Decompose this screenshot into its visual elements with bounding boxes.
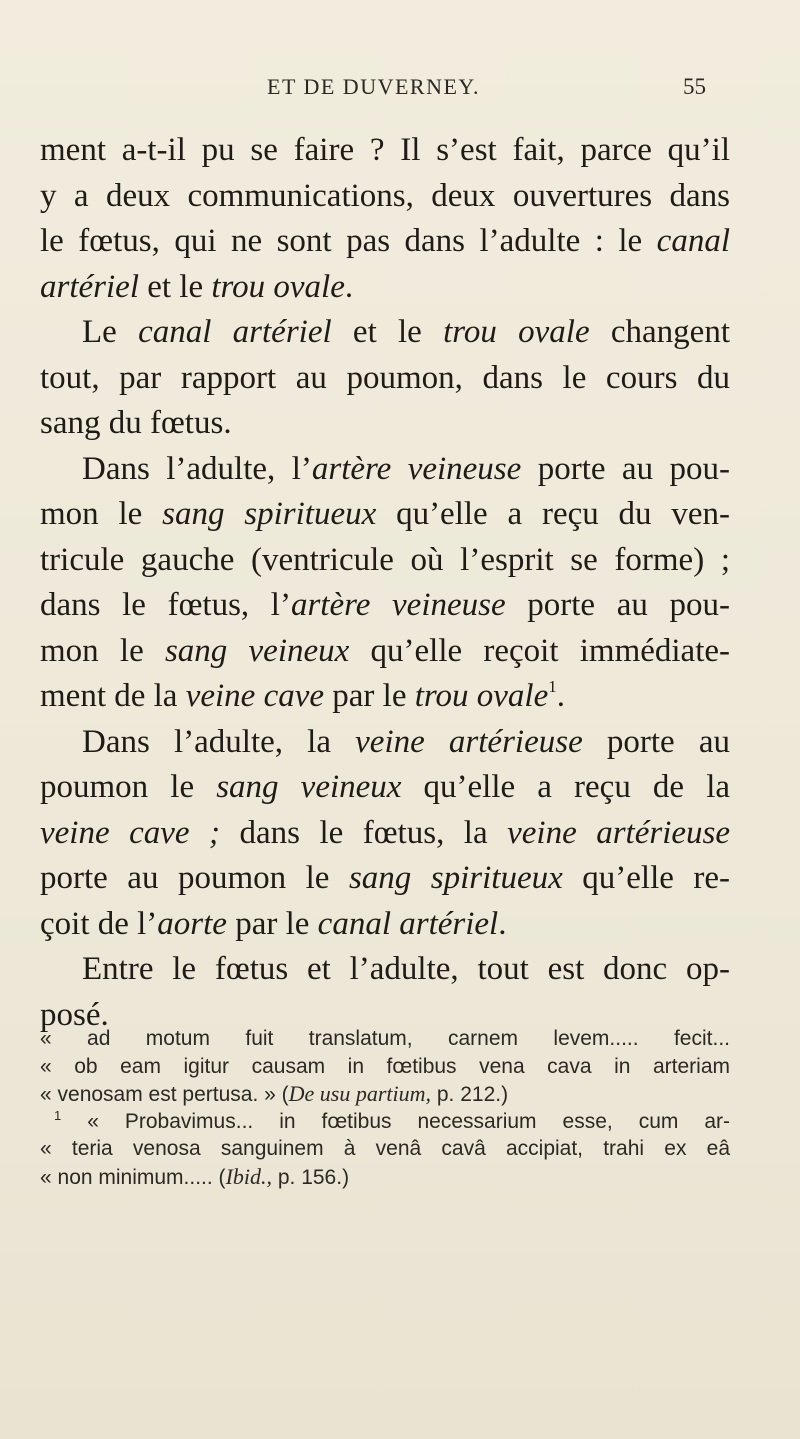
text-line: veine cave ; dans le fœtus, la veine artérieuse bbox=[40, 814, 731, 851]
footnote-ref: 1 bbox=[548, 677, 557, 696]
text-line: tricule gauche (ventricule où l’esprit se forme) ; bbox=[40, 541, 730, 578]
text-line: mon le sang spiritueux qu’elle a reçu du ven- bbox=[40, 496, 730, 532]
page-number: 55 bbox=[683, 74, 706, 99]
text-line: çoit de l’aorte par le canal artériel. bbox=[40, 905, 507, 942]
text-line: Dans l’adulte, la veine artérieuse porte au bbox=[82, 723, 730, 760]
text-line: mon le sang veineux qu’elle reçoit immédiate- bbox=[40, 632, 731, 669]
text-line: porte au poumon le sang spiritueux qu’elle re- bbox=[40, 860, 731, 896]
text-line: Dans l’adulte, l’artère veineuse porte au pou- bbox=[82, 450, 730, 487]
text-line: sang du fœtus. bbox=[40, 405, 232, 441]
text-line: tout, par rapport au poumon, dans le cours du bbox=[40, 359, 730, 396]
page-header bbox=[0, 74, 800, 114]
text-line: posé. bbox=[40, 996, 109, 1033]
footnote-line: $^1$ « Probavimus... in fœtibus necessarium esse, cum ar- bbox=[54, 1107, 730, 1133]
footnote-line: « ad motum fuit translatum, carnem levem..... fecit... bbox=[40, 1027, 730, 1050]
footnote-line: « venosam est pertusa. » (De usu partium, p. 212.) bbox=[40, 1081, 509, 1106]
text-line: ment de la veine cave par le trou ovale$^1$. bbox=[40, 677, 565, 714]
text-line: Entre le fœtus et l’adulte, tout est donc op- bbox=[82, 951, 730, 987]
footnote-line: « ob eam igitur causam in fœtibus vena cava in arteriam bbox=[40, 1054, 730, 1078]
text-line: le fœtus, qui ne sont pas dans l’adulte : le canal bbox=[40, 223, 730, 259]
footnote-line: « non minimum..... (Ibid., p. 156.) bbox=[40, 1163, 350, 1189]
text-line: ment a-t-il pu se faire ? Il s’est fait, parce qu’il bbox=[40, 132, 730, 168]
text-line: poumon le sang veineux qu’elle a reçu de la bbox=[40, 769, 731, 805]
text-line: y a deux communications, deux ouvertures dans bbox=[40, 177, 730, 214]
running-head: ET DE DUVERNEY. bbox=[267, 74, 480, 99]
text-line: Le canal artériel et le trou ovale changent bbox=[82, 314, 731, 350]
main-text bbox=[40, 128, 730, 1038]
footnotes bbox=[40, 1025, 730, 1190]
footnote-line: « teria venosa sanguinem à venâ cavâ accipiat, trahi ex eâ bbox=[40, 1137, 730, 1160]
text-line: artériel et le trou ovale. bbox=[40, 268, 354, 305]
text-line: dans le fœtus, l’artère veineuse porte au pou- bbox=[40, 587, 730, 623]
footnote-mark: 1 bbox=[54, 1107, 62, 1123]
